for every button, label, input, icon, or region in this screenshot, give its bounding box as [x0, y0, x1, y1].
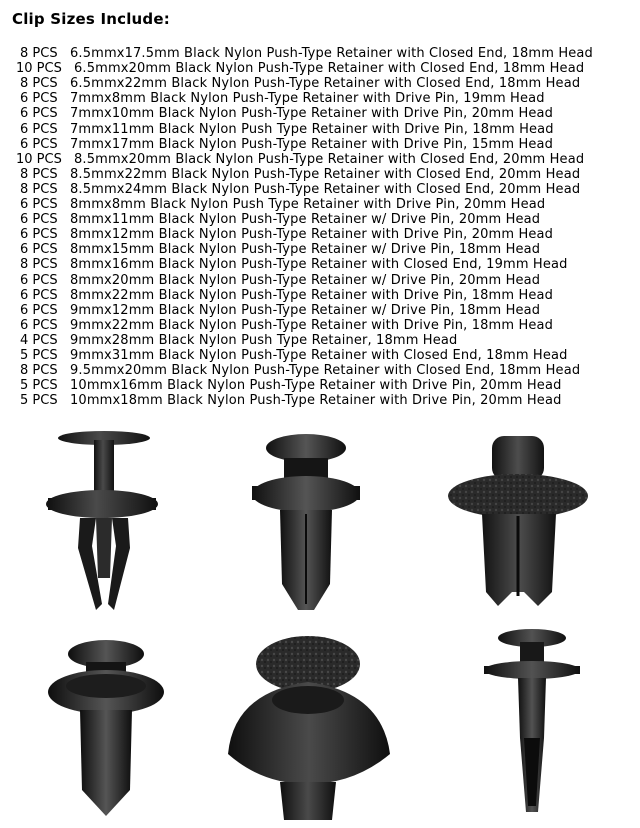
push-clip-round-head-icon — [46, 640, 176, 820]
item-description: 8mmx20mm Black Nylon Push-Type Retainer w/ Drive Pin, 20mm Head — [70, 272, 541, 288]
item-quantity: 5 PCS — [20, 348, 58, 363]
item-description: 8.5mmx24mm Black Nylon Push-Type Retainer with Closed End, 20mm Head — [70, 181, 581, 197]
item-quantity: 8 PCS — [20, 166, 58, 182]
item-quantity: 6 PCS — [20, 197, 58, 212]
product-photos — [0, 420, 640, 828]
item-quantity: 6 PCS — [20, 227, 58, 243]
item-quantity: 6 PCS — [20, 121, 58, 137]
item-description: 9mmx28mm Black Nylon Push Type Retainer, 18mm Head — [70, 332, 458, 348]
item-quantity: 8 PCS — [20, 181, 58, 197]
item-description: 6.5mmx20mm Black Nylon Push-Type Retainer with Closed End, 18mm Head — [74, 61, 585, 77]
item-description: 8mmx12mm Black Nylon Push-Type Retainer with Drive Pin, 20mm Head — [70, 227, 554, 243]
item-quantity: 10 PCS — [16, 151, 62, 167]
item-description: 7mmx8mm Black Nylon Push-Type Retainer with Drive Pin, 19mm Head — [70, 91, 545, 107]
item-quantity: 6 PCS — [20, 242, 58, 258]
push-clip-closed-end-icon — [244, 434, 364, 620]
item-description: 9mmx12mm Black Nylon Push-Type Retainer w/ Drive Pin, 18mm Head — [70, 302, 541, 318]
item-quantity: 5 PCS — [20, 393, 58, 409]
item-description: 8mmx8mm Black Nylon Push Type Retainer with Drive Pin, 20mm Head — [70, 197, 546, 212]
push-clip-large-dome-icon — [224, 634, 394, 824]
item-quantity: 4 PCS — [20, 332, 58, 348]
item-description: 8.5mmx20mm Black Nylon Push-Type Retainer with Closed End, 20mm Head — [74, 151, 585, 167]
item-quantity: 5 PCS — [20, 378, 58, 394]
item-description: 9.5mmx20mm Black Nylon Push-Type Retainer with Closed End, 18mm Head — [70, 363, 581, 379]
push-clip-slim-pin-icon — [480, 628, 586, 824]
item-description: 6.5mmx17.5mm Black Nylon Push-Type Retainer with Closed End, 18mm Head — [70, 46, 593, 61]
item-quantity: 6 PCS — [20, 302, 58, 318]
item-description: 8mmx11mm Black Nylon Push-Type Retainer w/ Drive Pin, 20mm Head — [70, 212, 541, 228]
item-quantity: 6 PCS — [20, 287, 58, 303]
item-quantity: 8 PCS — [20, 46, 58, 61]
item-description: 6.5mmx22mm Black Nylon Push-Type Retainer with Closed End, 18mm Head — [70, 76, 581, 92]
push-clip-textured-head-icon — [446, 436, 596, 608]
item-description: 8mmx22mm Black Nylon Push-Type Retainer with Drive Pin, 18mm Head — [70, 287, 554, 303]
item-description: 7mmx11mm Black Nylon Push Type Retainer with Drive Pin, 18mm Head — [70, 121, 554, 137]
item-description: 10mmx18mm Black Nylon Push-Type Retainer with Drive Pin, 20mm Head — [70, 393, 562, 409]
item-quantity: 8 PCS — [20, 76, 58, 92]
item-description: 10mmx16mm Black Nylon Push-Type Retainer with Drive Pin, 20mm Head — [70, 378, 562, 394]
page-title: Clip Sizes Include: — [12, 10, 170, 28]
item-quantity: 8 PCS — [20, 363, 58, 379]
push-clip-drive-pin-icon — [40, 428, 180, 624]
item-quantity: 6 PCS — [20, 212, 58, 228]
item-quantity: 6 PCS — [20, 317, 58, 333]
item-description: 7mmx17mm Black Nylon Push-Type Retainer with Drive Pin, 15mm Head — [70, 136, 554, 152]
item-description: 8mmx16mm Black Nylon Push-Type Retainer with Closed End, 19mm Head — [70, 257, 568, 273]
item-description: 8.5mmx22mm Black Nylon Push-Type Retainer with Closed End, 20mm Head — [70, 166, 581, 182]
item-quantity: 6 PCS — [20, 272, 58, 288]
item-quantity: 6 PCS — [20, 91, 58, 107]
item-description: 7mmx10mm Black Nylon Push-Type Retainer with Drive Pin, 20mm Head — [70, 106, 554, 122]
item-description: 8mmx15mm Black Nylon Push-Type Retainer w/ Drive Pin, 18mm Head — [70, 242, 541, 258]
item-quantity: 10 PCS — [16, 61, 62, 77]
item-quantity: 8 PCS — [20, 257, 58, 273]
item-quantity: 6 PCS — [20, 106, 58, 122]
item-quantity: 6 PCS — [20, 136, 58, 152]
item-description: 9mmx22mm Black Nylon Push-Type Retainer with Drive Pin, 18mm Head — [70, 317, 554, 333]
item-description: 9mmx31mm Black Nylon Push-Type Retainer with Closed End, 18mm Head — [70, 348, 568, 363]
